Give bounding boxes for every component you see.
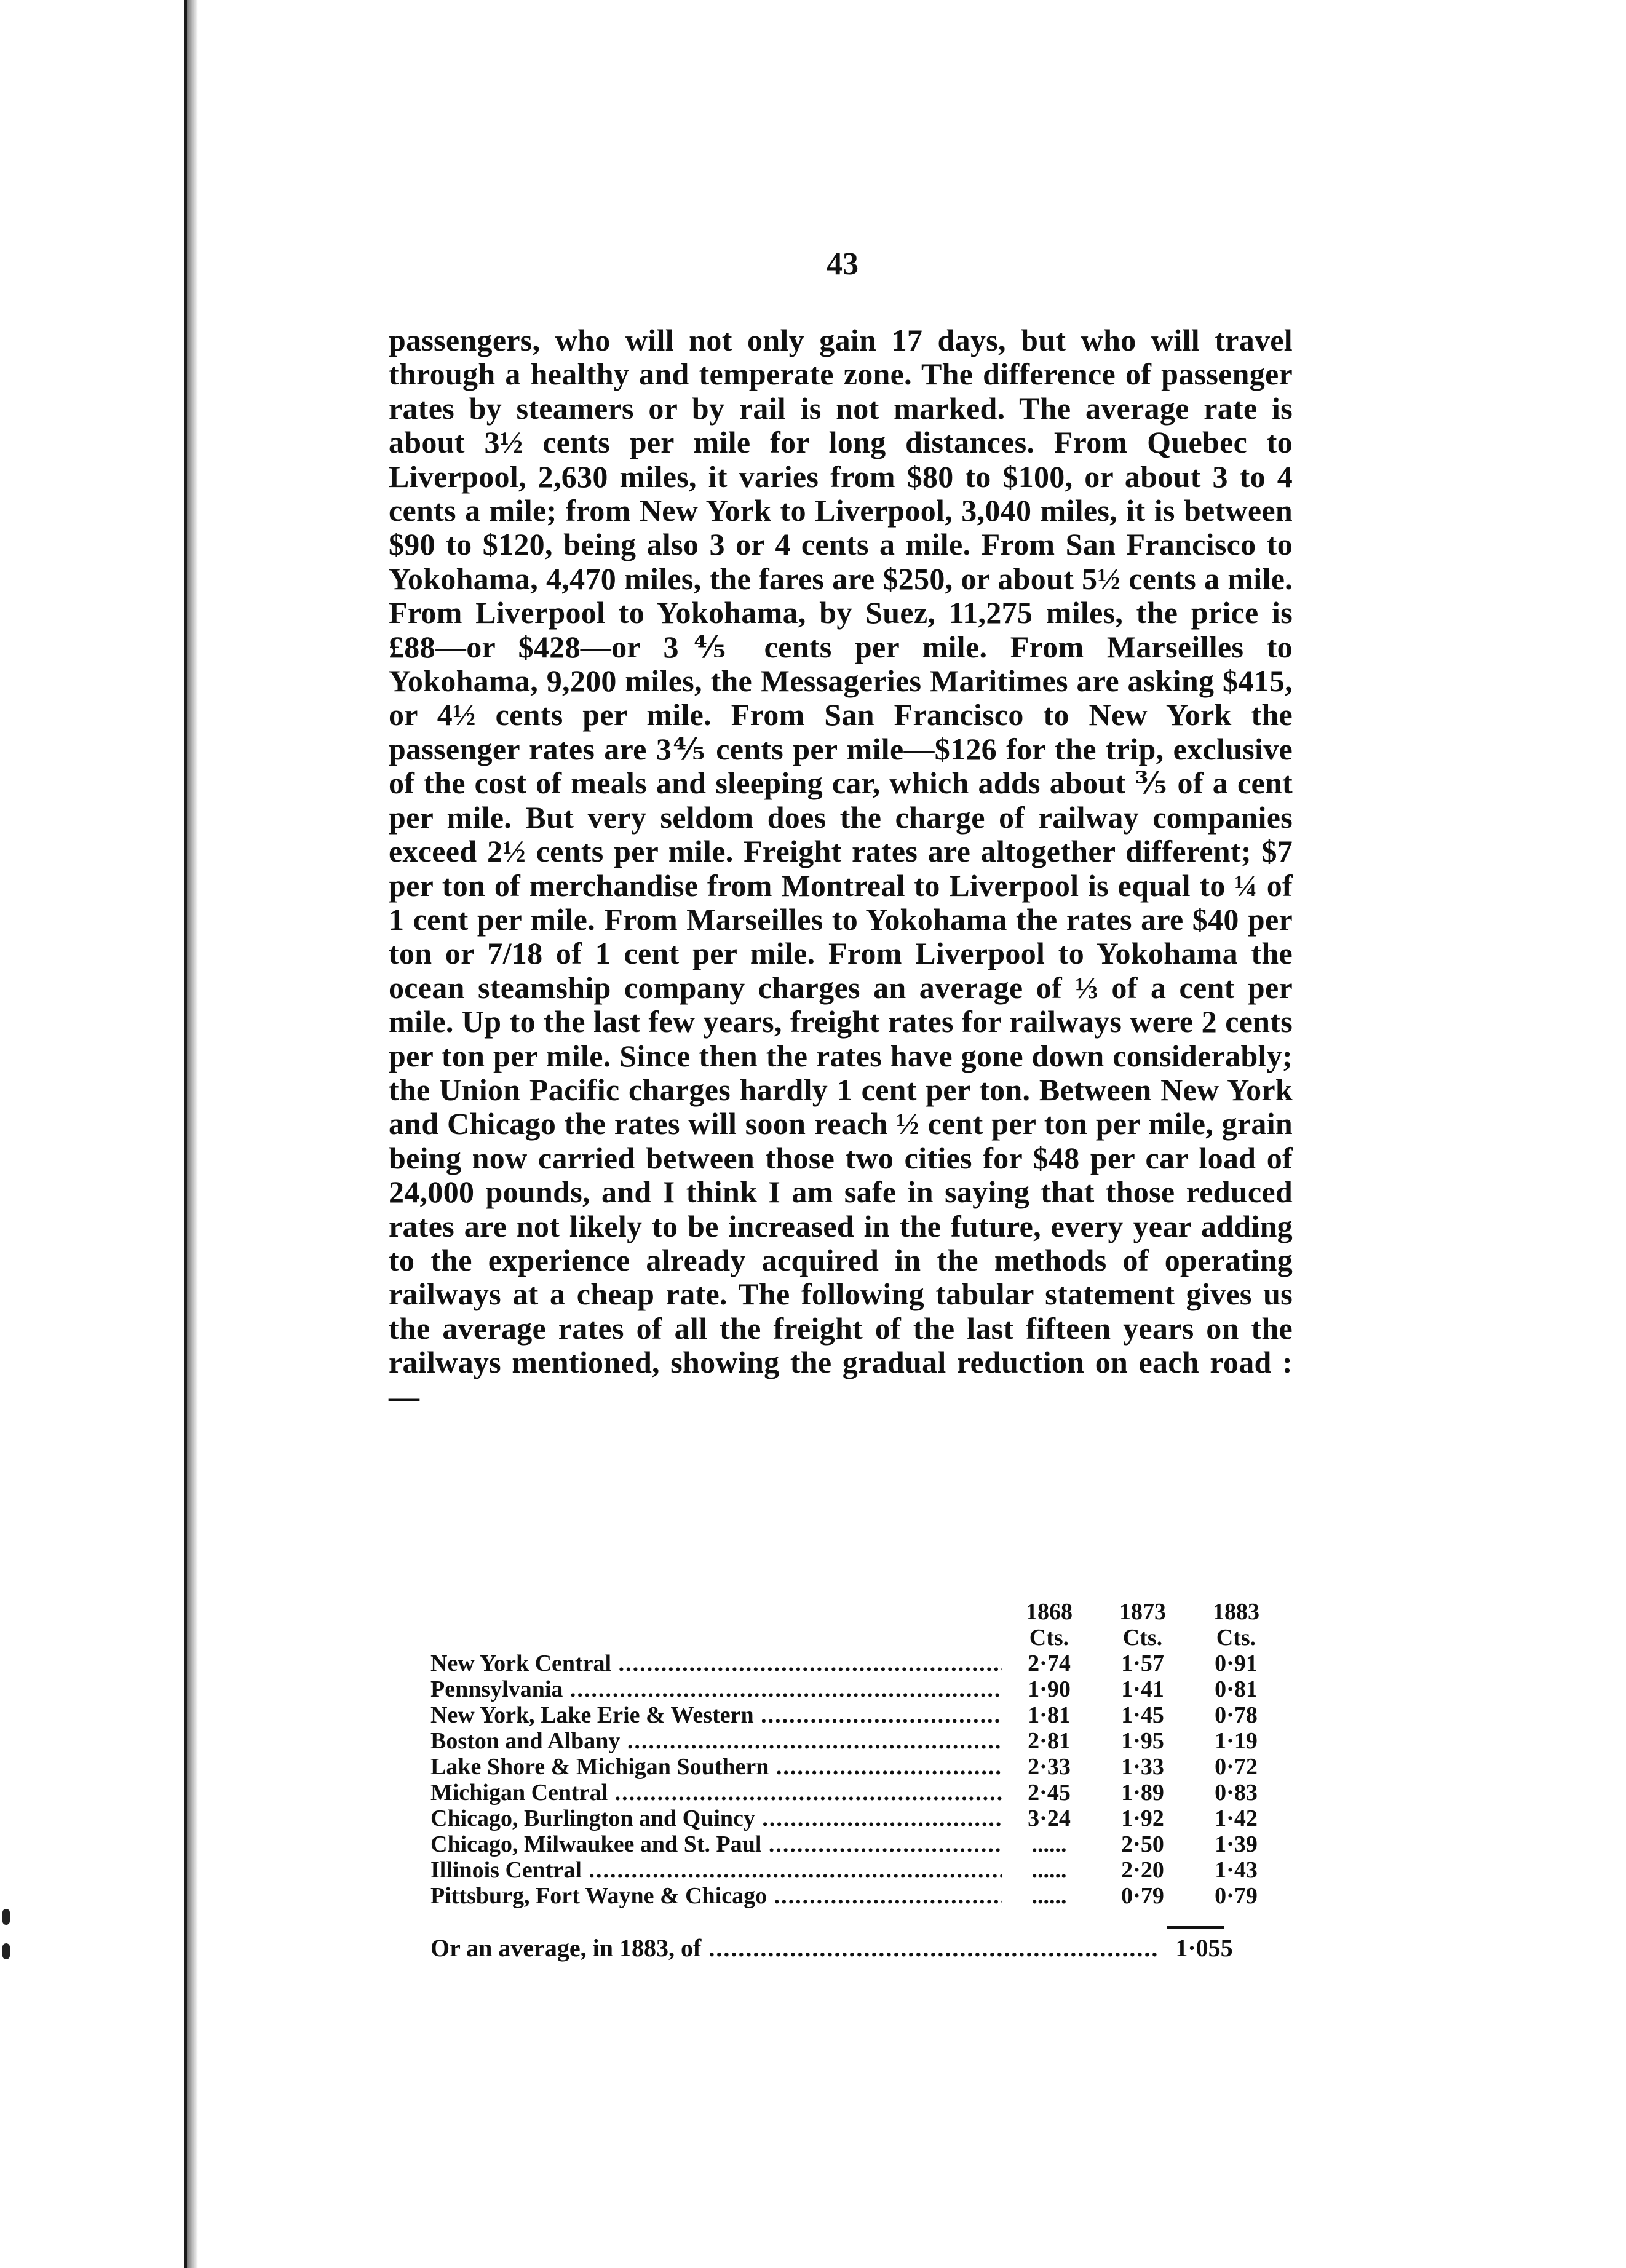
rate-1868: 2·81 (1028, 1728, 1071, 1754)
rate-1883: 0·79 (1215, 1883, 1258, 1909)
railway-name: Pittsburg, Fort Wayne & Chicago ..... (430, 1883, 1002, 1909)
railway-name: Illinois Central ..... (430, 1857, 1002, 1883)
railway-name: New York Central ..... (430, 1651, 1002, 1676)
rate-1868: ...... (1031, 1831, 1067, 1857)
table-row (430, 1651, 1291, 1676)
rate-1873: 1·92 (1121, 1806, 1164, 1831)
rate-1868: 2·74 (1028, 1651, 1071, 1676)
rate-1868: 2·45 (1028, 1780, 1071, 1806)
rates-table (430, 1599, 1291, 1909)
rate-1873: 2·20 (1121, 1857, 1164, 1883)
rate-1873: 1·95 (1121, 1728, 1164, 1754)
rate-1868: 2·33 (1028, 1754, 1071, 1780)
railway-name: Michigan Central ..... (430, 1780, 1002, 1806)
table-row (430, 1754, 1291, 1780)
rate-1883: 0·91 (1215, 1651, 1258, 1676)
table-row (430, 1728, 1291, 1754)
average-value: 1·055 (1175, 1934, 1233, 1962)
rate-1883: 0·83 (1215, 1780, 1258, 1806)
unit-1883: Cts. (1216, 1625, 1256, 1651)
table-row (430, 1806, 1291, 1831)
binding-mark (2, 1909, 10, 1925)
sum-rule (1167, 1926, 1224, 1929)
table-header-years (430, 1599, 1291, 1625)
unit-1868: Cts. (1029, 1625, 1069, 1651)
binding-mark (2, 1943, 10, 1959)
table-header-units (430, 1625, 1291, 1651)
scan-mark (1530, 0, 1626, 2268)
rate-1868: 1·90 (1028, 1676, 1071, 1702)
rate-1873: 1·57 (1121, 1651, 1164, 1676)
rate-1868: 1·81 (1028, 1702, 1071, 1728)
table-row (430, 1702, 1291, 1728)
rate-1883: 0·81 (1215, 1676, 1258, 1702)
year-1873: 1873 (1119, 1599, 1166, 1625)
average-row (430, 1933, 1291, 1962)
rate-1868: ...... (1031, 1857, 1067, 1883)
year-1868: 1868 (1026, 1599, 1073, 1625)
rate-1883: 1·39 (1215, 1831, 1258, 1857)
railway-name: New York, Lake Erie & Western ..... (430, 1702, 1002, 1728)
year-1883: 1883 (1213, 1599, 1259, 1625)
railway-name: Boston and Albany ..... (430, 1728, 1002, 1754)
rate-1883: 1·43 (1215, 1857, 1258, 1883)
rate-1883: 0·72 (1215, 1754, 1258, 1780)
railway-name: Chicago, Burlington and Quincy ..... (430, 1806, 1002, 1831)
rate-1868: 3·24 (1028, 1806, 1071, 1831)
rate-1873: 1·41 (1121, 1676, 1164, 1702)
railway-name: Lake Shore & Michigan Southern ..... (430, 1754, 1002, 1780)
gutter-shadow (187, 0, 198, 2268)
rate-1873: 1·45 (1121, 1702, 1164, 1728)
average-label: Or an average, in 1883, of ..... (430, 1933, 1157, 1962)
rate-1873: 0·79 (1121, 1883, 1164, 1909)
rate-1873: 2·50 (1121, 1831, 1164, 1857)
table-body (430, 1651, 1291, 1909)
table-row (430, 1857, 1291, 1883)
table-row (430, 1883, 1291, 1909)
table-row (430, 1831, 1291, 1857)
page-number: 43 (827, 247, 859, 282)
rate-1883: 1·19 (1215, 1728, 1258, 1754)
rate-1883: 0·78 (1215, 1702, 1258, 1728)
rate-1873: 1·89 (1121, 1780, 1164, 1806)
table-row (430, 1676, 1291, 1702)
body-paragraph: passengers, who will not only gain 17 days, but who will travel through a healthy and temperate zone. The difference of passenger rates by steamers or by rail is not marked. The average rate is about 3½ cents per mile for long distances. From Quebec to Liverpool, 2,630 miles, it varies from $80 to $100, or about 3 to 4 cents a mile; from New York to Liverpool, 3,040 miles, it is between $90 to $120, being also 3 or 4 cents a mile. From San Francisco to Yokohama, 4,470 miles, the fares are $250, or about 5½ cents a mile. From Liverpool to Yokohama, by Suez, 11,275 miles, the price is £88—or $428—or 3⅘ cents per mile. From Marseilles to Yokohama, 9,200 miles, the Messageries Maritimes are asking $415, or 4½ cents per mile. From San Francisco to New York the passenger rates are 3⅘ cents per mile—$126 for the trip, exclusive of the cost of meals and sleeping car, which adds about ⅗ of a cent per mile. But very seldom does the charge of railway companies exceed 2½ cents per mile. Freight rates are altogether different; $7 per ton of merchandise from Montreal to Liverpool is equal to ¼ of 1 cent per mile. From Marseilles to Yokohama the rates are $40 per ton or 7/18 of 1 cent per mile. From Liverpool to Yokohama the ocean steamship company charges an average of ⅓ of a cent per mile. Up to the last few years, freight rates for railways were 2 cents per ton per mile. Since then the rates have gone down considerably; the Union Pacific charges hardly 1 cent per ton. Between New York and Chicago the rates will soon reach ½ cent per ton per mile, grain being now carried between those two cities for $48 per car load of 24,000 pounds, and I think I am safe in saying that those reduced rates are not likely to be increased in the future, every year adding to the experience already acquired in the methods of operating railways at a cheap rate. The following tabular statement gives us the average rates of all the freight of the last fifteen years on the railways mentioned, showing the gradual reduction on each road :— (389, 323, 1293, 1414)
rate-1868: ...... (1031, 1883, 1067, 1909)
unit-1873: Cts. (1122, 1625, 1163, 1651)
railway-name: Pennsylvania ..... (430, 1676, 1002, 1702)
rate-1873: 1·33 (1121, 1754, 1164, 1780)
rate-1883: 1·42 (1215, 1806, 1258, 1831)
facing-page-edge (0, 0, 187, 2268)
table-row (430, 1780, 1291, 1806)
railway-name: Chicago, Milwaukee and St. Paul ..... (430, 1831, 1002, 1857)
